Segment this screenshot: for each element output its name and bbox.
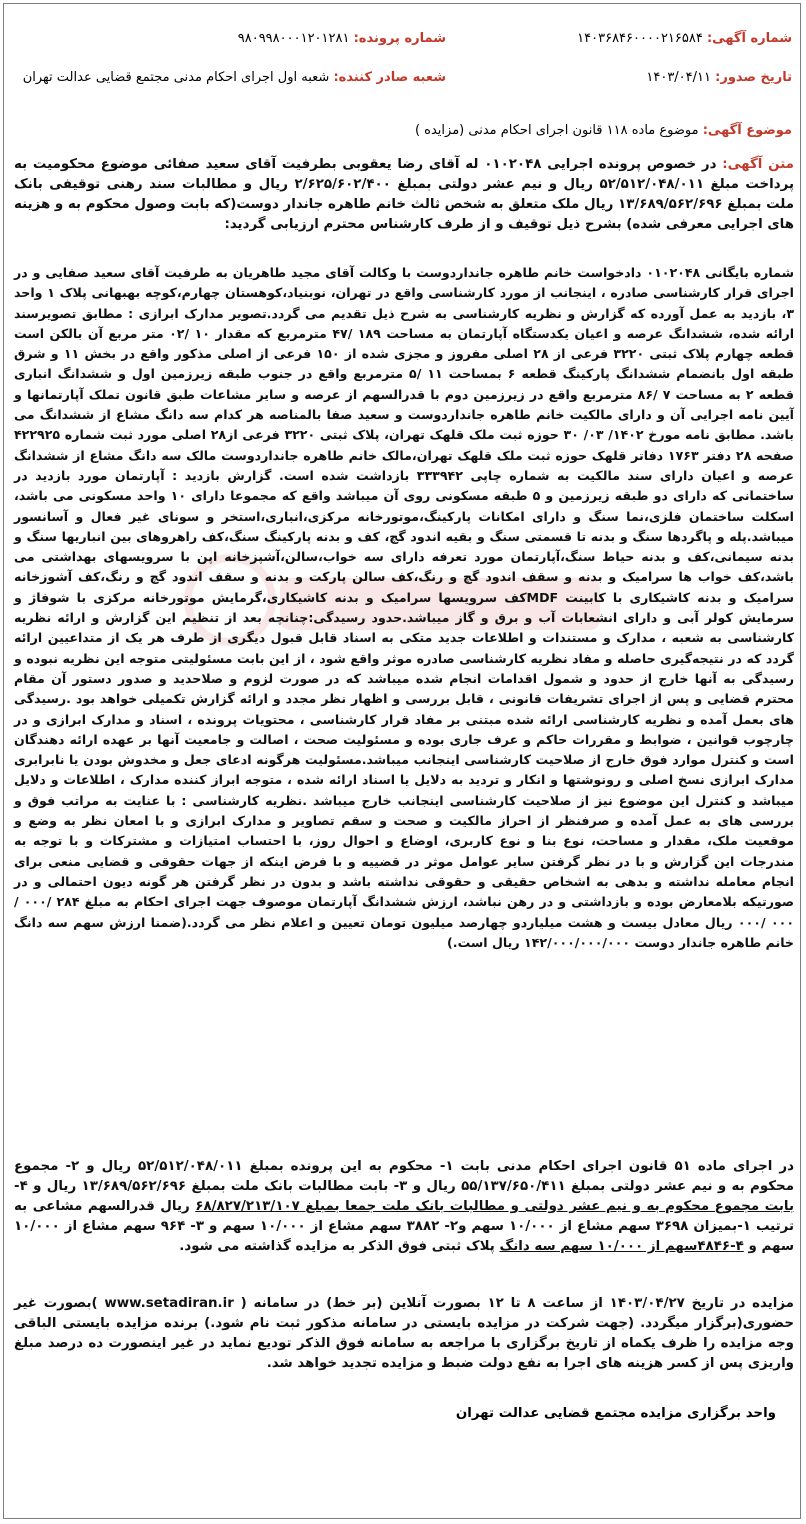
article-51-part-c: ریال قدرالسهم مشاعی به ترتیب ۱-بمیزان ۳۶۹۸ سهم مشاع از ۱۰/۰۰۰ سهم و۲- ۳۸۸۲ سهم مشاع از ۱۰/۰۰۰ سهم و ۳- ۹۶۴ سهم مشاع از ۱۰/۰۰۰ سهم و	[14, 1199, 794, 1254]
issue-date-label: تاریخ صدور:	[715, 70, 792, 85]
article-51-part-d: ۴-۴۸۴۶سهم از ۱۰/۰۰۰ سهم سه دانگ	[499, 1239, 744, 1254]
article-51	[14, 1157, 794, 1257]
auction-details	[14, 1294, 794, 1374]
issuer-label: شعبه صادر کننده:	[333, 70, 446, 85]
body-intro-text: در خصوص پرونده اجرایی ۰۱۰۲۰۴۸ له آقای رضا یعقوبی بطرفیت آقای سعید صفائی موضوع محکومیت به پرداخت مبلغ ۵۲/۵۱۲/۰۴۸/۰۱۱ ریال و نیم عشر دولتی بمبلغ ۲/۶۲۵/۶۰۲/۴۰۰ ریال و مطالبات سند رهنی توقیفی بانک ملت بمبلغ ۱۳/۶۸۹/۵۶۲/۶۹۶ ریال ملک متعلق به شخص ثالث خانم طاهره جاندار دوست(که بابت وصول محکوم به و هزینه های اجرایی معرفی شده) بشرح ذیل توقیف و از طرف کارشناس محترم ارزیابی گردید:	[14, 157, 795, 232]
ad-number-label: شماره آگهی:	[706, 31, 792, 46]
auction-text: مزایده در تاریخ ۱۴۰۳/۰۴/۲۷ از ساعت ۸ تا ۱۲ بصورت آنلاین (بر خط) در سامانه ( www.setadiran.ir )بصورت غیر حضوری(برگزار میگردد. (جهت شرکت در مزایده بایستی در سامانه مذکور ثبت نام شود.) برنده مزایده بایستی الباقی وجه مزایده را ظرف یکماه از تاریخ برگزاری با مراجعه به سامانه فوق الذکر تودیع نماید در غیر اینصورت ده درصد مبلغ واریزی پس از کسر هزینه های اجرا به نفع دولت ضبط و مزایده تجدید خواهد شد.	[14, 1296, 794, 1371]
case-number	[238, 31, 446, 46]
issue-date-value: ۱۴۰۳/۰۴/۱۱	[646, 70, 711, 85]
subject-text: موضوع ماده ۱۱۸ قانون اجرای احکام مدنی (مزایده )	[414, 123, 699, 138]
ad-number	[577, 31, 792, 46]
signature-text: واحد برگزاری مزایده مجتمع قضایی عدالت تهران	[455, 1406, 776, 1421]
case-number-value: ۹۸۰۹۹۸۰۰۰۱۲۰۱۲۸۱	[237, 31, 350, 46]
subject	[415, 123, 792, 138]
signature	[456, 1406, 776, 1421]
article-51-part-e: پلاک ثبتی فوق الذکر به مزایده گذاشته می شود.	[179, 1239, 495, 1254]
issuer	[23, 70, 446, 85]
body-label: متن آگهی:	[722, 157, 794, 172]
article-51-part-a: در اجرای ماده ۵۱ قانون اجرای احکام مدنی بابت ۱- محکوم به این پرونده بمبلغ ۵۲/۵۱۲/۰۴۸/۰۱۱ ریال و ۲- مجموع محکوم به و نیم عشر دولتی بمبلغ ۵۵/۱۳۷/۶۵۰/۴۱۱ ریال و ۳- بابت مطالبات بانک ملت بمبلغ ۱۳/۶۸۹/۵۶۲/۶۹۶ ریال و ۴-	[14, 1159, 794, 1194]
expert-report	[14, 263, 794, 953]
expert-report-text: شماره بایگانی ۰۱۰۲۰۴۸ دادخواست خانم طاهره جاندار‌دوست با وکالت آقای مجید طاهریان به طرفیت آقای سعید صفایی و در اجرای قرار کارشناسی صادره ، اینجانب از مورد کارشناسی واقع در تهران، نوبنیاد،کوهستان چهارم،کوچه بهبهانی پلاک ۱ واحد ۳، بازدید به عمل آورده که گزارش و نظریه کارشناسی به شرح ذیل تقدیم می گردد.تصویر مدارک ابرازی : مطابق تصویرسند ارائه شده، ششدانگ عرصه و اعیان یکدستگاه آپارتمان به مساحت ۱۸۹ /۴۷ مترمربع که مقدار ۱۰ /۰۲ متر مربع آن بالکن است قطعه چهارم پلاک ثبتی ۳۲۲۰ فرعی از ۲۸ اصلی مفروز و مجزی شده از ۱۵۰ فرعی از اصلی مذکور واقع در بخش ۱۱ و شرق طبقه اول بانضمام ششدانگ پارکینگ قطعه ۶ بمساحت ۱۱ /۵ مترمربع واقع در جنوب طبقه زیرزمین اول و ششدانگ انباری قطعه ۲ به مساحت ۷ /۸۶ مترمربع واقع در زیرزمین دوم با قدرالسهم از عرصه و سایر مشاعات طبق قانون تملک آپارتمانها و آیین نامه اجرایی آن و دارای مالکیت خانم طاهره جاندار‌دوست و سعید صفا بالمناصه هر کدام سه دانگ مشاع از ششدانگ می باشد. مطابق نامه مورخ ۱۴۰۲/ ۰۳/ ۳۰ حوزه ثبت ملک قلهک تهران، پلاک ثبتی ۳۲۲۰ فرعی از۲۸ اصلی مورد ثبت شماره ۴۲۲۹۲۵ صفحه ۲۸ دفتر ۱۷۶۳ دفاتر قلهک حوزه ثبت ملک قلهک تهران،مالک خانم طاهره جاندار‌دوست مالک سه دانگ مشاع از ششدانگ عرصه و اعیان دارای سند مالکیت به شماره چاپی ۳۳۳۹۴۲ بازداشت شده است. گزارش بازدید : آپارتمان مورد بازدید در ساختمانی که دارای دو طبقه زیرزمین و ۵ طبقه مسکونی روی آن میباشد واقع که مجموعا دارای ۱۰ واحد مسکونی می باشد، اسکلت ساختمان فلزی،نما سنگ و دارای امکانات پارکینگ،موتورخانه مرکزی،انباری،استخر و سونای غیر فعال و آسانسور میباشد.پله و پاگردها سنگ و بدنه تا قسمتی سنگ و بقیه اندود گچ، کف و بدنه پارکینگ سنگ،کف راهروهای بین انباریها سنگ و بدنه سیمانی،کف و بدنه حیاط سنگ،آپارتمان مورد تعرفه دارای سه خواب،سالن،آشپزخانه اپن با سرویسهای بهداشتی می باشد،کف خواب ها سرامیک و بدنه و سقف اندود گچ و رنگ،کف سالن پارکت و بدنه و سقف اندود گچ و رنگ،کف آشوزخانه سرامیک و بدنه کاشیکاری با کابینت MDFکف سرویسها سرامیک و بدنه کاشیکاری،گرمایش موتورخانه مرکزی با شوفاژ و سرمایش کولر آبی و دارای انشعابات آب و برق و گاز میباشد.حدود رسیدگی:چنانچه بعد از تنظیم این گزارش و ارائه نظریه کارشناسی به شعبه ، مدارک و مستندات و اطلاعات جدید متکی به اسناد قابل قبول دیگری از طرف هر یک از متداعیین ارائه گردد که در نتیجه‌گیری حاصله و مفاد نظریه کارشناسی صادره موثر واقع شود ، از این بابت مسئولیتی متوجه این نظریه نبوده و رسیدگی به آنها خارج از حدود و شمول اقدامات انجام شده میباشد که در صورت لزوم و صلاحدید و صدور دستور آن مقام محترم قضایی و پس از اجرای تشریفات قانونی ، قابل بررسی و اظهار نظر مجدد و ارائه گزارش تکمیلی خواهد بود .رسیدگی های بعمل آمده و نظریه کارشناسی ارائه شده مبتنی بر مفاد قرار کارشناسی ، محتویات پرونده ، اسناد و مدارک ابرازی و در چارچوب قوانین ، ضوابط و مقررات حاکم و عرف جاری بوده و مسئولیت صحت ، اصالت و جامعیت آنها بر عهده ارائه دهندگان است و کنترل موارد فوق خارج از صلاحیت کارشناسی اینجانب میباشد.مسئولیت هرگونه ادعای جعل و مخدوش بودن یا نابرابری مدارک ابرازی نسخ اصلی و رونوشتها و انکار و تردید به دلایل یا اسناد ارائه شده ، متوجه ابراز کننده مدارک ، اطلاعات و دلایل میباشد و کنترل این موضوع نیز از صلاحیت کارشناسی اینجانب خارج میباشد .نظریه کارشناسی : با عنایت به مراتب فوق و بررسی های به عمل آمده و صرفنظر از احراز مالکیت و صحت و سقم تصاویر و مدارک ابرازی و با امعان نظر به وضع و موقعیت ملک، مقدار و مساحت، نوع بنا و نوع کاربری، اوضاع و احوال روز، با احتساب امتیازات و مشترکات و با توجه به مندرجات این گزارش و با در نظر گرفتن سایر عوامل موثر در قضییه و با فرض اینکه از جهات حقوقی و قضایی منعی برای انجام معامله نداشته و بدهی به اشخاص حقیقی و حقوقی نداشته باشد و بدون در نظر گرفتن هر گونه دیون احتمالی و در صورتیکه بلامعارض بوده و بازداشتی و در رهن نباشد، ارزش ششدانگ آپارتمان موصوف جهت اجرای احکام به مبلغ ۲۸۴ /۰۰۰ /۰۰۰ /۰۰۰ ریال معادل بیست و هشت میلیاردو چهارصد میلیون تومان تعیین و اعلام نظر می گردد.(ضمنا ارزش سهم سه دانگ خانم طاهره جاندار دوست ۱۴۲/۰۰۰/۰۰۰/۰۰۰ ریال است.)	[14, 265, 795, 950]
body-intro	[14, 155, 794, 235]
issuer-value: شعبه اول اجرای احکام مدنی مجتمع قضایی عدالت تهران	[22, 70, 330, 85]
case-number-label: شماره پرونده:	[353, 31, 446, 46]
issue-date	[646, 70, 792, 85]
ad-number-value: ۱۴۰۳۶۸۴۶۰۰۰۰۲۱۶۵۸۴	[577, 31, 703, 46]
subject-label: موضوع آگهی:	[702, 123, 792, 138]
article-51-part-b: بابت مجموع محکوم به و نیم عشر دولتی و مطالبات بانک ملت جمعا بمبلغ ۶۸/۸۲۷/۲۱۳/۱۰۷	[195, 1199, 794, 1214]
